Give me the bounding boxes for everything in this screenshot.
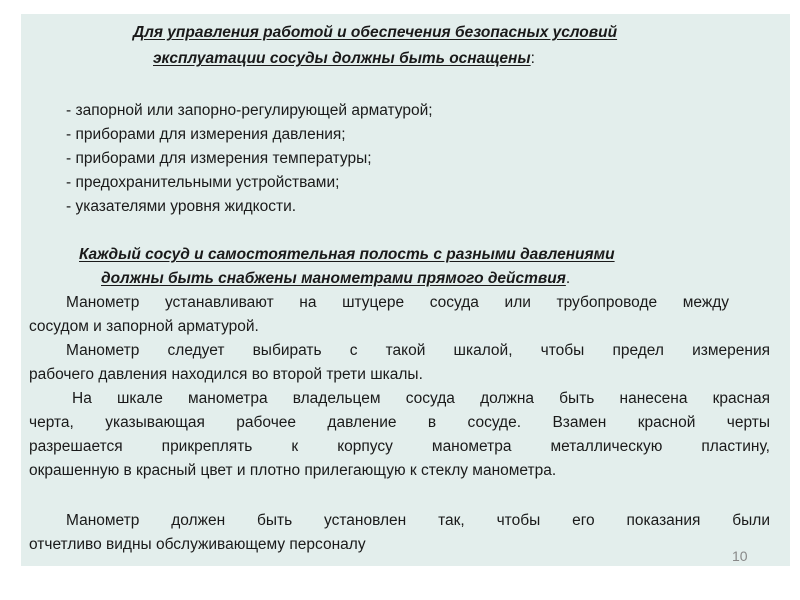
heading-line-2 [153,48,535,69]
red-line-line-4: окрашенную в красный цвет и плотно прилегающую к стеклу манометра. [29,462,557,479]
page-number: 10 [732,548,748,564]
slide-panel [21,14,790,566]
rule-line-1: Каждый сосуд и самостоятельная полость с разными давлениями [79,246,615,263]
list-item: - предохранительными устройствами; [66,174,340,191]
heading-line-2-text: эксплуатации сосуды должны быть оснащены [153,50,531,67]
list-item: - приборами для измерения давления; [66,126,346,143]
red-line-line-2: черта, указывающая рабочее давление в сосуде. Взамен красной черты [29,414,770,431]
list-item: - запорной или запорно-регулирующей арматурой; [66,102,433,119]
rule-line-2 [101,268,570,289]
install-line-2: сосудом и запорной арматурой. [29,318,259,335]
red-line-line-1: На шкале манометра владельцем сосуда должна быть нанесена красная [72,390,770,407]
rule-line-2-text: должны быть снабжены манометрами прямого действия [101,270,566,287]
visibility-line-2: отчетливо видны обслуживающему персоналу [29,536,366,553]
rule-period: . [565,270,571,287]
scale-line-1: Манометр следует выбирать с такой шкалой, чтобы предел измерения [66,342,770,359]
visibility-line-1: Манометр должен быть установлен так, чтобы его показания были [66,512,770,529]
install-line-1: Манометр устанавливают на штуцере сосуда или трубопроводе между [66,294,729,311]
heading-colon: : [530,50,535,67]
heading-line-1: Для управления работой и обеспечения безопасных условий [133,24,618,41]
list-item: - указателями уровня жидкости. [66,198,297,215]
red-line-line-3: разрешается прикреплять к корпусу манометра металлическую пластину, [29,438,770,455]
scale-line-2: рабочего давления находился во второй трети шкалы. [29,366,423,383]
list-item: - приборами для измерения температуры; [66,150,372,167]
